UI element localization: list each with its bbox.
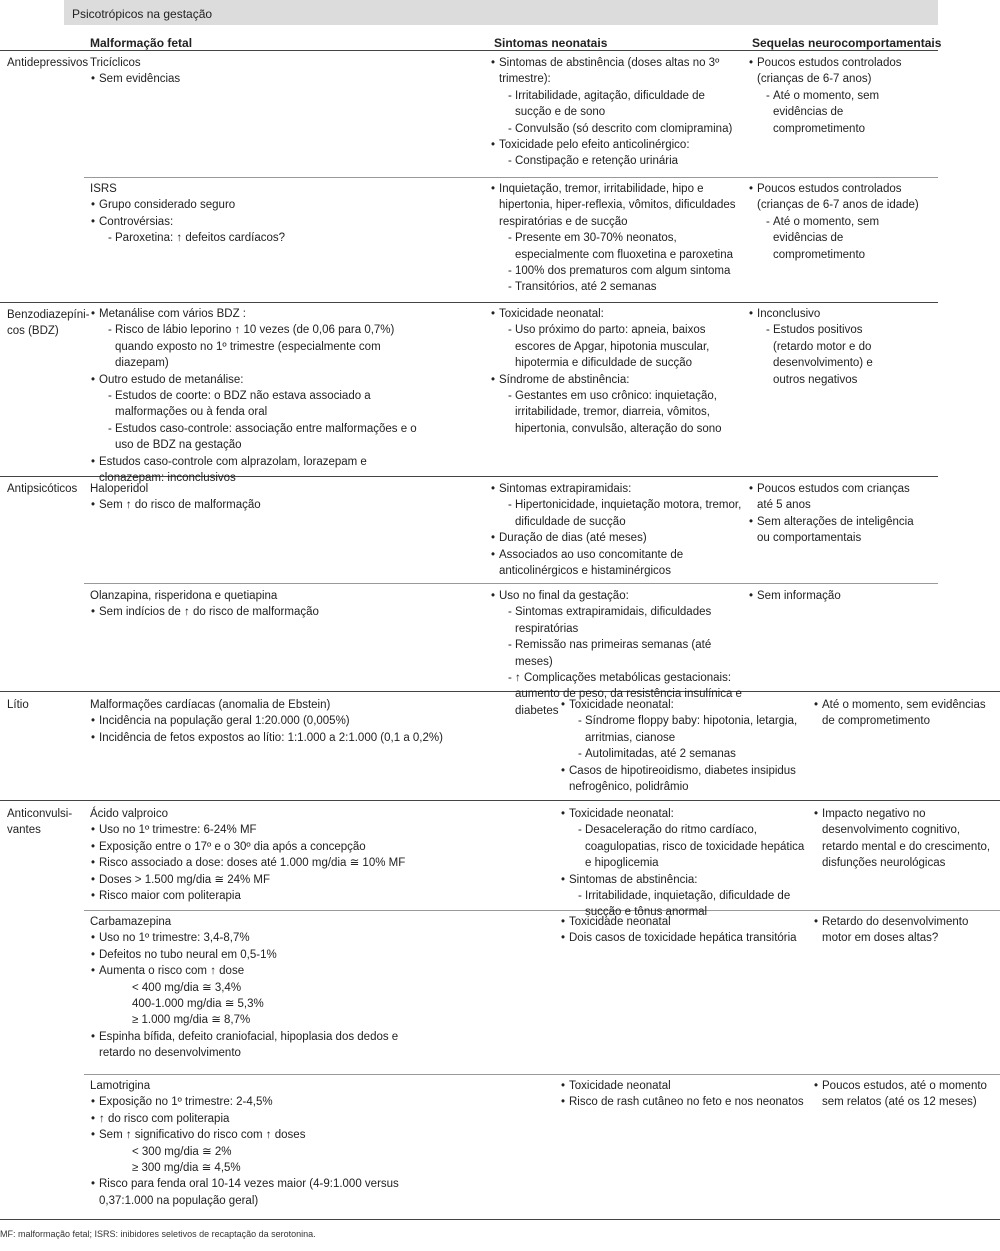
sub-list [499, 88, 740, 137]
group-anticonvulsivantes: Anticonvulsi- vantes [7, 808, 73, 837]
cell-neonatal [560, 1078, 805, 1111]
sub-item: - Autolimitadas, até 2 semanas [569, 746, 805, 762]
group-rule [0, 800, 1000, 801]
list-item-text: Incidência de fetos expostos ao lítio: 1:1.000 a 2:1.000 (0,1 a 0,2%) [99, 731, 443, 744]
cell-title: Haloperidol [90, 483, 149, 495]
list-item-text: Uso no final da gestação: [499, 590, 629, 602]
group-rule [0, 302, 938, 303]
list-item-text: Sintomas de abstinência: [569, 873, 698, 886]
sub-item: ≥ 300 mg/dia ≅ 4,5% [132, 1162, 241, 1175]
cell-neuro [813, 914, 998, 947]
list-item-text: Controvérsias: [99, 215, 174, 228]
sub-item: - Estudos de coorte: o BDZ não estava associado a malformações ou à fenda oral [99, 388, 435, 421]
list-item-text: Uso no 1º trimestre: 6-24% MF [99, 824, 257, 837]
cell-neonatal [560, 914, 805, 947]
list-item [560, 930, 805, 946]
list-item [813, 697, 998, 730]
list-item-text: Dois casos de toxicidade hepática transitória [569, 932, 797, 945]
sub-list [499, 322, 745, 371]
list-item-text: Sem alterações de inteligência ou comportamentais [757, 515, 914, 545]
list-item [90, 604, 475, 620]
bullet-list [813, 697, 998, 730]
list-item-text: Doses > 1.500 mg/dia ≅ 24% MF [99, 873, 271, 886]
sub-list [569, 713, 805, 762]
list-item-text: Espinha bífida, defeito craniofacial, hipoplasia dos dedos e retardo no desenvolvimento [99, 1030, 399, 1060]
sub-item: - Irritabilidade, agitação, dificuldade de sucção e de sono [499, 88, 740, 121]
cell-title: Ácido valproico [90, 808, 168, 820]
sub-list [499, 497, 745, 530]
list-item-text: Inquietação, tremor, irritabilidade, hipo e hipertonia, hiper-reflexia, vômitos, dificuldades respiratórias e de sucção [499, 183, 736, 228]
sub-item: < 400 mg/dia ≅ 3,4% [132, 981, 242, 994]
list-item [748, 481, 918, 514]
bullet-list [560, 1078, 805, 1111]
list-item-text: Aumenta o risco com ↑ dose [99, 965, 245, 978]
list-item-text: Risco de rash cutâneo no feto e nos neonatos [569, 1096, 804, 1109]
cell-neonatal [490, 481, 745, 579]
list-item [90, 1111, 420, 1127]
sub-list [99, 230, 475, 246]
list-item [90, 888, 530, 904]
list-item-text: Grupo considerado seguro [99, 199, 236, 212]
sub-list [499, 230, 740, 296]
list-item [90, 1127, 420, 1176]
bullet-list [813, 914, 998, 947]
list-item-text: Retardo do desenvolvimento motor em doses altas? [822, 916, 969, 945]
bullet-list [560, 806, 805, 921]
sub-item: - Transitórios, até 2 semanas [499, 279, 740, 295]
bullet-list [90, 713, 530, 746]
dose-list [99, 980, 430, 1029]
list-item-text: Sem evidências [99, 73, 181, 86]
list-item [90, 497, 475, 513]
list-item-text: Poucos estudos controlados (crianças de 6-7 anos de idade) [757, 183, 919, 212]
list-item-text: Exposição no 1º trimestre: 2-4,5% [99, 1096, 273, 1109]
cell-fetal [90, 306, 435, 486]
list-item-text: Até o momento, sem evidências de comprometimento [822, 699, 986, 728]
sub-item: - Risco de lábio leporino ↑ 10 vezes (de 0,06 para 0,7%) quando exposto no 1º trimestre (especialmente com diazepam) [99, 322, 435, 371]
list-item-text: Casos de hipotireoidismo, diabetes insipidus nefrogênico, polidrâmio [569, 764, 796, 794]
sub-item: - Sintomas extrapiramidais, dificuldades respiratórias [499, 604, 745, 637]
sub-item: - Desaceleração do ritmo cardíaco, coagulopatias, risco de toxicidade hepática e hipoglicemia [569, 822, 805, 871]
list-item-text: Toxicidade neonatal [569, 916, 671, 928]
list-item-text: Sintomas extrapiramidais: [499, 483, 632, 495]
sub-item: - Uso próximo do parto: apneia, baixos escores de Apgar, hipotonia muscular, hipotermia e dificuldade de sucção [499, 322, 745, 371]
header-neonatal: Sintomas neonatais [494, 36, 608, 50]
list-item [813, 914, 998, 947]
list-item-text: Poucos estudos controlados (crianças de 6-7 anos) [757, 57, 902, 86]
sub-list [757, 322, 898, 388]
list-item-text: Sintomas de abstinência (doses altas no 3º trimestre): [499, 57, 720, 86]
list-item-text: Inconclusivo [757, 308, 821, 320]
list-item-text: Estudos caso-controle com alprazolam, lorazepam e clonazepam: inconclusivos [99, 455, 367, 485]
bullet-list [490, 181, 740, 296]
list-item [90, 306, 435, 372]
list-item [490, 137, 740, 170]
bullet-list [748, 481, 918, 547]
cell-neuro [748, 481, 918, 547]
list-item [560, 1094, 805, 1110]
list-item-text: ↑ do risco com politerapia [99, 1112, 230, 1125]
cell-title: Lamotrigina [90, 1080, 151, 1092]
header-rule [0, 50, 938, 51]
bullet-list [748, 55, 930, 137]
list-item-text: Risco maior com politerapia [99, 890, 241, 903]
list-item [560, 914, 805, 930]
list-item [490, 530, 745, 546]
cell-title: Tricíclicos [90, 57, 141, 69]
row-divider [84, 910, 1000, 911]
group-litio: Lítio [7, 699, 29, 711]
row-divider [84, 583, 938, 584]
cell-title: Olanzapina, risperidona e quetiapina [90, 590, 278, 602]
list-item [90, 855, 530, 871]
list-item-text: Risco para fenda oral 10-14 vezes maior (4-9:1.000 versus 0,37:1.000 na população geral) [99, 1178, 399, 1207]
list-item [490, 55, 740, 137]
list-item [490, 306, 745, 372]
bullet-list [90, 71, 475, 87]
cell-neuro [748, 55, 930, 137]
sub-item: - Até o momento, sem evidências de comprometimento [757, 214, 930, 263]
sub-item: - Estudos positivos (retardo motor e do desenvolvimento) e outros negativos [757, 322, 898, 388]
cell-fetal [90, 55, 475, 88]
bullet-list [560, 697, 805, 795]
sub-item: 400-1.000 mg/dia ≅ 5,3% [132, 998, 264, 1011]
list-item [90, 930, 430, 946]
list-item-text: Outro estudo de metanálise: [99, 373, 244, 386]
bullet-list [813, 806, 998, 872]
list-item [90, 963, 430, 1029]
list-item-text: Toxicidade neonatal: [569, 699, 674, 711]
sub-item: - Constipação e retenção urinária [499, 153, 740, 169]
sub-list [569, 822, 805, 871]
sub-item: - Convulsão (só descrito com clomipramina) [499, 121, 740, 137]
list-item [560, 763, 805, 796]
list-item [90, 197, 475, 213]
list-item-text: Metanálise com vários BDZ : [99, 308, 246, 320]
list-item-text: Associados ao uso concomitante de anticolinérgicos e histaminérgicos [499, 548, 684, 578]
bullet-list [748, 588, 930, 604]
list-item [90, 713, 530, 729]
cell-neuro [748, 306, 898, 388]
sub-list [757, 88, 930, 137]
bullet-list [490, 306, 745, 437]
bullet-list [90, 1094, 420, 1209]
cell-title: ISRS [90, 183, 117, 195]
sub-list [499, 388, 745, 437]
list-item [813, 1078, 998, 1111]
cell-fetal [90, 806, 530, 904]
bullet-list [560, 914, 805, 947]
row-divider [84, 177, 938, 178]
sub-list [757, 214, 930, 263]
bullet-list [90, 197, 475, 246]
list-item-text: Impacto negativo no desenvolvimento cognitivo, retardo mental e do crescimento, disfunções neurológicas [822, 808, 991, 870]
footnote: MF: malformação fetal; ISRS: inibidores seletivos de recaptação da serotonina. [0, 1229, 316, 1239]
cell-neuro [813, 1078, 998, 1111]
bullet-list [748, 306, 898, 388]
sub-item: - ↑ Complicações metabólicas gestacionais: aumento de peso, da resistência insulínica e diabetes [499, 670, 745, 719]
sub-item: - Até o momento, sem evidências de comprometimento [757, 88, 930, 137]
cell-fetal [90, 697, 530, 746]
sub-item: - Estudos caso-controle: associação entre malformações e o uso de BDZ na gestação [99, 421, 435, 454]
list-item [90, 71, 475, 87]
bullet-list [90, 930, 430, 1061]
list-item-text: Sem informação [757, 590, 841, 602]
list-item-text: Toxicidade pelo efeito anticolinérgico: [499, 139, 690, 152]
cell-fetal [90, 481, 475, 514]
group-antipsicoticos: Antipsicóticos [7, 483, 78, 495]
list-item [90, 839, 530, 855]
bullet-list [90, 497, 475, 513]
group-antidepressivos: Antidepressivos [7, 57, 89, 69]
list-item [490, 372, 745, 438]
bullet-list [490, 55, 740, 170]
list-item-text: Toxicidade neonatal: [499, 308, 604, 320]
bullet-list [490, 481, 745, 579]
bullet-list [748, 181, 930, 263]
list-item [90, 372, 435, 454]
sub-item: - Síndrome floppy baby: hipotonia, letargia, arritmias, cianose [569, 713, 805, 746]
cell-neonatal [490, 181, 740, 296]
list-item-text: Sem indícios de ↑ do risco de malformação [99, 606, 319, 619]
bullet-list [90, 822, 530, 904]
cell-neonatal [560, 806, 805, 921]
list-item [90, 214, 475, 247]
bottom-rule [0, 1219, 1000, 1220]
cell-neuro [748, 181, 930, 263]
sub-item: - Irritabilidade, inquietação, dificuldade de sucção e tônus anormal [569, 888, 805, 921]
sub-item: < 300 mg/dia ≅ 2% [132, 1145, 232, 1158]
bullet-list [813, 1078, 998, 1111]
sub-list [499, 153, 740, 169]
sub-list [99, 322, 435, 371]
cell-fetal [90, 181, 475, 247]
header-fetal: Malformação fetal [90, 36, 193, 50]
list-item-text: Toxicidade neonatal [569, 1080, 671, 1092]
cell-neonatal [490, 306, 745, 437]
cell-neonatal [560, 697, 805, 795]
list-item [560, 806, 805, 872]
sub-item: - Hipertonicidade, inquietação motora, tremor, dificuldade de sucção [499, 497, 745, 530]
cell-fetal [90, 588, 475, 621]
list-item [813, 806, 998, 872]
list-item-text: Exposição entre o 17º e o 30º dia após a concepção [99, 840, 366, 853]
list-item [490, 181, 740, 296]
list-item-text: Poucos estudos, até o momento sem relatos (até os 12 meses) [822, 1080, 987, 1109]
list-item [560, 1078, 805, 1094]
list-item [90, 1176, 420, 1209]
sub-item: - Gestantes em uso crônico: inquietação, irritabilidade, tremor, diarreia, vômitos, hipertonia, convulsão, alteração do sono [499, 388, 745, 437]
sub-item: - Remissão nas primeiras semanas (até meses) [499, 637, 745, 670]
list-item [490, 481, 745, 530]
list-item [748, 181, 930, 263]
list-item [90, 872, 530, 888]
list-item-text: Síndrome de abstinência: [499, 373, 630, 386]
sub-item: - Presente em 30-70% neonatos, especialmente com fluoxetina e paroxetina [499, 230, 740, 263]
header-neuro: Sequelas neurocomportamentais [752, 36, 942, 50]
cell-neuro [748, 588, 930, 604]
cell-neuro [813, 697, 998, 730]
list-item [90, 1094, 420, 1110]
list-item [490, 547, 745, 580]
bullet-list [90, 604, 475, 620]
row-divider [84, 1074, 1000, 1075]
list-item-text: Uso no 1º trimestre: 3,4-8,7% [99, 932, 250, 945]
list-item [748, 588, 930, 604]
list-item-text: Risco associado a dose: doses até 1.000 mg/dia ≅ 10% MF [99, 857, 406, 870]
list-item-text: Defeitos no tubo neural em 0,5-1% [99, 948, 277, 961]
list-item [560, 697, 805, 763]
list-item [748, 55, 930, 137]
list-item [90, 947, 430, 963]
sub-item: ≥ 1.000 mg/dia ≅ 8,7% [132, 1014, 251, 1027]
list-item-text: Sem ↑ do risco de malformação [99, 499, 261, 512]
dose-list [99, 1144, 420, 1177]
bullet-list [90, 306, 435, 486]
list-item [748, 306, 898, 388]
list-item-text: Sem ↑ significativo do risco com ↑ doses [99, 1129, 306, 1142]
list-item-text: Poucos estudos com crianças até 5 anos [757, 483, 910, 512]
list-item [90, 730, 530, 746]
list-item [90, 1029, 430, 1062]
cell-title: Malformações cardíacas (anomalia de Ebstein) [90, 699, 331, 711]
list-item-text: Duração de dias (até meses) [499, 532, 647, 545]
table-title: Psicotrópicos na gestação [64, 0, 938, 25]
cell-fetal [90, 914, 430, 1062]
group-bdz: Benzodiazepíni- cos (BDZ) [7, 309, 90, 338]
cell-fetal [90, 1078, 420, 1209]
sub-item: - 100% dos prematuros com algum sintoma [499, 263, 740, 279]
sub-item: - Paroxetina: ↑ defeitos cardíacos? [99, 230, 475, 246]
list-item-text: Toxicidade neonatal: [569, 808, 674, 820]
cell-neuro [813, 806, 998, 872]
cell-title: Carbamazepina [90, 916, 172, 928]
list-item-text: Incidência na população geral 1:20.000 (0,005%) [99, 715, 350, 728]
list-item [90, 822, 530, 838]
sub-list [99, 388, 435, 454]
list-item [748, 514, 918, 547]
cell-neonatal [490, 55, 740, 170]
